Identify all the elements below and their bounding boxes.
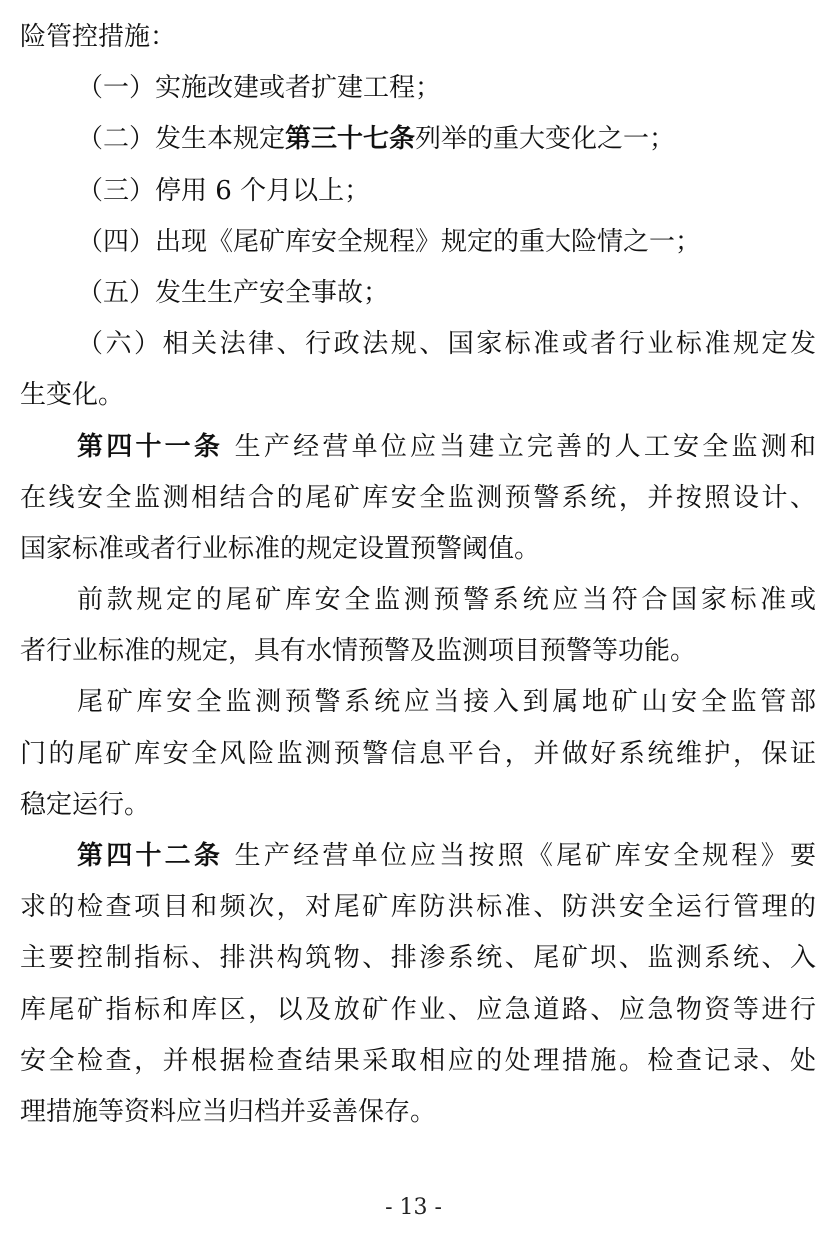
text-line bbox=[20, 1036, 816, 1087]
line-text: 尾矿库安全监测预警系统应当接入到属地矿山安全监管部 bbox=[77, 687, 816, 718]
list-item bbox=[20, 114, 816, 165]
line-text: 生产经营单位应当建立完善的人工安全监测和 bbox=[223, 431, 816, 462]
article-heading: 第四十二条 bbox=[77, 841, 224, 871]
page-number: - 13 - bbox=[385, 1195, 442, 1220]
text-line bbox=[20, 933, 816, 984]
text-line bbox=[20, 473, 816, 524]
line-text: 主要控制指标、排洪构筑物、排渗系统、尾矿坝、监测系统、入 bbox=[20, 943, 816, 974]
line-text: 稳定运行。 bbox=[20, 789, 151, 820]
line-text: （二）发生本规定 bbox=[77, 124, 286, 155]
article-41-line bbox=[20, 422, 816, 473]
list-item bbox=[20, 319, 816, 370]
line-text: 列举的重大变化之一； bbox=[415, 124, 676, 155]
article-42-line bbox=[20, 831, 816, 882]
list-item bbox=[20, 268, 816, 319]
line-text: 门的尾矿库安全风险监测预警信息平台，并做好系统维护，保证 bbox=[20, 738, 816, 769]
text-line bbox=[20, 882, 816, 933]
line-text: （四）出现《尾矿库安全规程》规定的重大险情之一； bbox=[77, 226, 702, 257]
list-item bbox=[20, 217, 816, 268]
line-text: 理措施等资料应当归档并妥善保存。 bbox=[20, 1096, 437, 1127]
text-line bbox=[20, 985, 816, 1036]
line-text: （一）实施改建或者扩建工程； bbox=[77, 73, 442, 104]
line-text: 安全检查，并根据检查结果采取相应的处理措施。检查记录、处 bbox=[20, 1045, 816, 1076]
list-item bbox=[20, 166, 816, 217]
text-line bbox=[20, 524, 816, 575]
line-text: （三）停用 6 个月以上； bbox=[77, 175, 371, 206]
text-line bbox=[20, 1087, 816, 1138]
text-line bbox=[20, 12, 816, 63]
text-line bbox=[20, 370, 816, 421]
article-ref: 第三十七条 bbox=[285, 124, 416, 155]
line-text: （六）相关法律、行政法规、国家标准或者行业标准规定发 bbox=[77, 329, 816, 360]
line-text: 求的检查项目和频次，对尾矿库防洪标准、防洪安全运行管理的 bbox=[20, 892, 816, 923]
line-text: 前款规定的尾矿库安全监测预警系统应当符合国家标准或 bbox=[77, 585, 816, 616]
line-text: 险管控措施： bbox=[20, 22, 177, 52]
line-text: 生产经营单位应当按照《尾矿库安全规程》要 bbox=[223, 841, 816, 871]
line-text: （五）发生生产安全事故； bbox=[77, 277, 390, 308]
document-body bbox=[20, 12, 816, 1138]
line-text: 生变化。 bbox=[20, 380, 125, 411]
text-line bbox=[20, 626, 816, 677]
line-text: 在线安全监测相结合的尾矿库安全监测预警系统，并按照设计、 bbox=[20, 482, 816, 513]
paragraph-line bbox=[20, 575, 816, 626]
line-text: 者行业标准的规定，具有水情预警及监测项目预警等功能。 bbox=[20, 636, 697, 667]
line-text: 库尾矿指标和库区，以及放矿作业、应急道路、应急物资等进行 bbox=[20, 994, 816, 1025]
text-line bbox=[20, 729, 816, 780]
article-heading: 第四十一条 bbox=[77, 431, 224, 462]
list-item bbox=[20, 63, 816, 114]
paragraph-line bbox=[20, 677, 816, 728]
text-line bbox=[20, 780, 816, 831]
line-text: 国家标准或者行业标准的规定设置预警阈值。 bbox=[20, 533, 541, 564]
